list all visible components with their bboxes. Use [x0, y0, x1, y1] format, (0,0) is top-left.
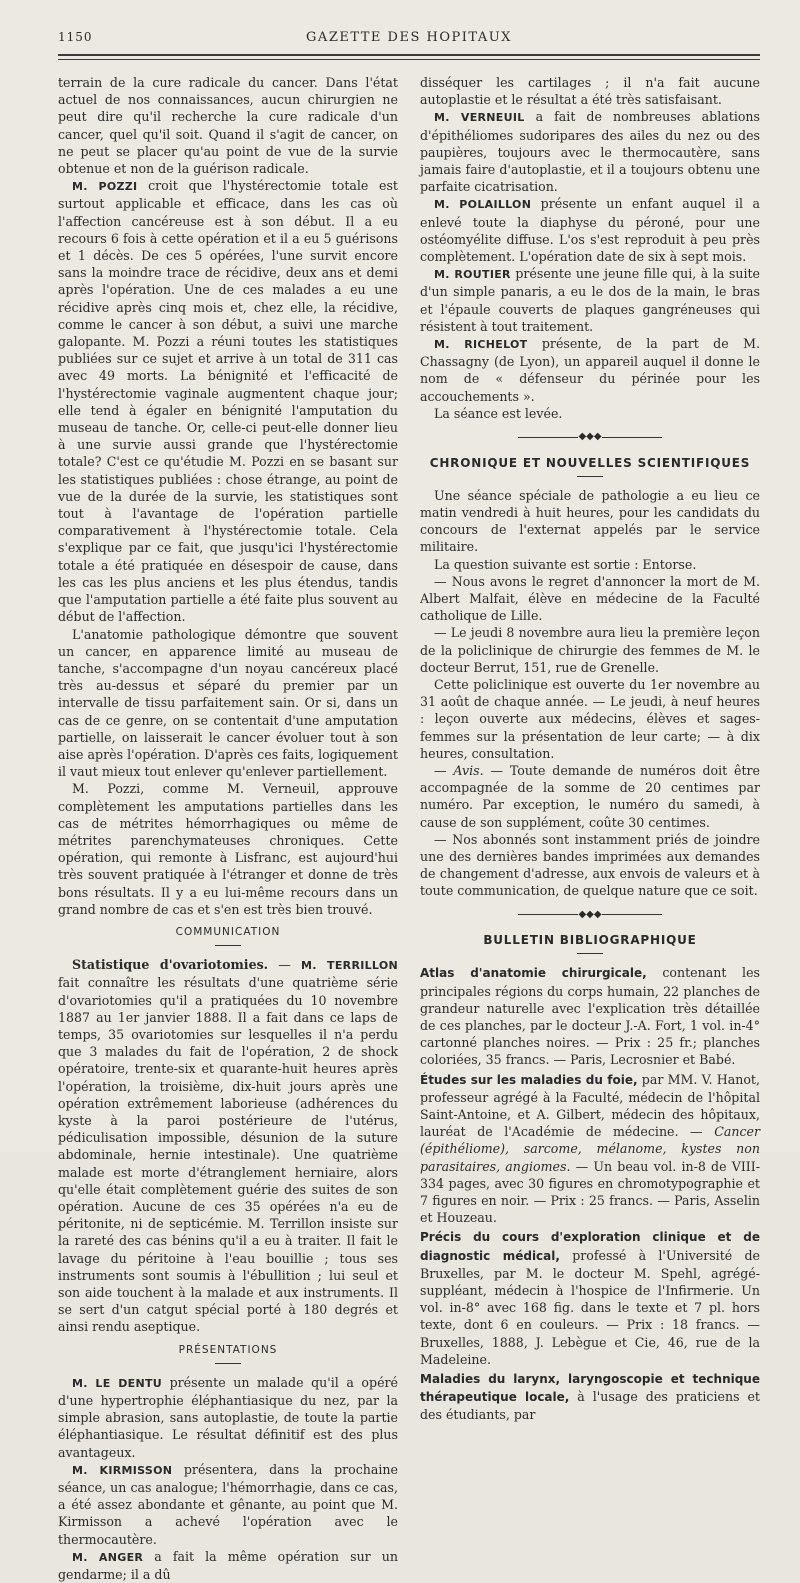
- entry-title: Maladies du larynx, laryngoscopie et technique thérapeutique locale,: [420, 1372, 760, 1405]
- paragraph-text: présente une jeune fille qui, à la suite d'un simple panaris, a eu le dos de la main, le bras et l'épaule couverts de plaques gangréneuses qui résistent à tout traitement.: [420, 266, 760, 334]
- paragraph: [58, 1548, 398, 1583]
- section-title-communication: COMMUNICATION: [175, 925, 281, 938]
- right-column: [420, 74, 760, 1583]
- entry-title: Précis du cours d'exploration clinique et de diagnostic médical,: [420, 1230, 760, 1263]
- paragraph: [58, 1374, 398, 1461]
- paragraph-text: a fait de nombreuses ablations d'épithéliomes sudoripares des ailes du nez ou des paupières, toujours avec le thermocautère, sans jamais faire d'autoplastie, et il a toujours obtenu une parfaite cicatrisation.: [420, 109, 760, 195]
- section-title-bulletin: BULLETIN BIBLIOGRAPHIQUE: [483, 933, 697, 948]
- speaker-name: M. RICHELOT: [434, 338, 528, 352]
- columns: [58, 74, 760, 1583]
- bibliography-entry: [420, 964, 760, 1068]
- ornament-line: [518, 437, 578, 438]
- speaker-name: M. KIRMISSON: [72, 1463, 173, 1477]
- paragraph-lead: — Avis.: [434, 763, 484, 779]
- divider: [577, 953, 603, 954]
- ornament-line: [602, 437, 662, 438]
- paragraph: [420, 762, 760, 831]
- paragraph: Cette policlinique est ouverte du 1er novembre au 31 août de chaque année. — Le jeudi, à neuf heures : leçon ouverte aux médecins, élèves et sages-femmes sur la présentation de leur carte; — à dix heures, consultation.: [420, 677, 760, 761]
- header-rule: [58, 54, 760, 60]
- bibliography-entry: [420, 1370, 760, 1424]
- speaker-name: M. POZZI: [72, 180, 138, 194]
- ornament-line: [602, 914, 662, 915]
- entry-italic: Cancer (épithéliome), sarcome, mélanome, kystes non parasitaires, angiomes.: [420, 1124, 760, 1174]
- journal-title: GAZETTE DES HOPITAUX: [306, 30, 512, 45]
- speaker-name: M. ROUTIER: [434, 268, 511, 282]
- paragraph: — Le jeudi 8 novembre aura lieu la première leçon de la policlinique de chirurgie des femmes de M. le docteur Berrut, 151, rue de Grenelle.: [420, 625, 760, 675]
- speaker-name: M. TERRILLON: [301, 959, 398, 973]
- paragraph: [420, 265, 760, 335]
- paragraph: [58, 956, 398, 1335]
- paragraph-lead: Statistique d'ovariotomies.: [72, 957, 269, 973]
- paragraph: [58, 1461, 398, 1548]
- section-title-presentations: PRÉSENTATIONS: [178, 1343, 278, 1356]
- page-header: [58, 26, 760, 48]
- paragraph: — Nous avons le regret d'annoncer la mort de M. Albert Malfait, élève en médecine de la Faculté catholique de Lille.: [420, 573, 760, 624]
- entry-title: Atlas d'anatomie chirurgicale,: [420, 966, 647, 981]
- paragraph: Une séance spéciale de pathologie a eu lieu ce matin vendredi à huit heures, pour les candidats du concours de l'externat appelés par le service militaire.: [420, 487, 760, 555]
- paragraph: [420, 108, 760, 195]
- bibliography-entry: [420, 1228, 760, 1368]
- ornament-divider: [420, 910, 760, 921]
- ornament-diamond-icon: ◆◆◆: [578, 431, 602, 443]
- paragraph-text: présentera, dans la prochaine séance, un cas analogue; l'hémorrhagie, dans ce cas, a été assez abondante et gênante, au point que M. Kirmisson a achevé l'opération avec le thermocautère.: [58, 1461, 398, 1547]
- paragraph: M. Pozzi, comme M. Verneuil, approuve complètement les amputations partielles dans les cas de métrites hémorrhagiques ou même de métrites parenchymateuses chroniques. Cette opération, qui remonte à Lisfranc, est aujourd'hui très souvent pratiquée à l'étranger et donne de très bons résultats. Il y a eu lui-même recours dans un grand nombre de cas et s'en est très bien trouvé.: [58, 781, 398, 917]
- speaker-name: M. POLAILLON: [434, 198, 532, 212]
- divider: [577, 476, 603, 477]
- paragraph: [58, 177, 398, 625]
- paragraph: — Nos abonnés sont instamment priés de joindre une des dernières bandes imprimées aux demandes de changement d'adresse, aux envois de valeurs et à toute communication, de quelque nature que ce soit.: [420, 831, 760, 899]
- left-column: [58, 74, 398, 1583]
- ornament-diamond-icon: ◆◆◆: [578, 908, 602, 920]
- paragraph: [420, 335, 760, 405]
- ornament-line: [518, 914, 578, 915]
- divider: [215, 1363, 241, 1364]
- entry-text: contenant les principales régions du corps humain, 22 planches de grandeur naturelle avec l'explication très détaillée de ces planches, par le docteur J.-A. Fort, 1 vol. in-4° cartonné planches noires. — Prix : 25 fr.; planches coloriées, 35 francs. — Paris, Lecrosnier et Babé.: [420, 965, 760, 1068]
- paragraph-text: croit que l'hystérectomie totale est surtout applicable et efficace, dans les cas où l'affection cancéreuse est à son début. Il a eu recours 6 fois à cette opération et il a eu 5 guérisons et 1 décès. De ces 5 opérées, l'une survit encore sans la moindre trace de récidive, deux ans et demi après l'opération. Une de ces malades a eu une récidive après cinq mois et, chez elle, la récidive, comme le cancer à son début, a suivi une marche galopante. M. Pozzi a réuni toutes les statistiques publiées sur ce sujet et arrive à un total de 311 cas avec 49 morts. La bénignité et l'efficacité de l'hystérectomie vaginale augmentent chaque jour; elle tend à égaler en bénignité l'amputation du museau de tanche. Or, celle-ci peut-elle donner lieu à une survie aussi grande que l'hystérectomie totale? C'est ce qu'étudie M. Pozzi en se basant sur les statistiques publiées : chose étrange, au point de vue de la durée de la survie, les statistiques sont tout à l'avantage de l'opération partielle comparativement à l'hystérectomie totale. Cela s'explique par ce fait, que jusqu'ici l'hystérectomie totale a été pratiquée en désespoir de cause, dans les cas les plus anciens et les plus étendus, tandis que l'amputation partielle a été faite plus souvent au début de l'affection.: [58, 178, 398, 625]
- divider: [215, 945, 241, 946]
- ornament-divider: [420, 432, 760, 443]
- paragraph: [420, 195, 760, 265]
- paragraph-text: présente un malade qu'il a opéré d'une hypertrophie éléphantiasique du nez, par la simple abrasion, sans autoplastie, de toute la partie éléphantiasique. Le résultat définitif est des plus avantageux.: [58, 1374, 398, 1460]
- entry-text: professé à l'Université de Bruxelles, par M. le docteur M. Spehl, agrégé-suppléant, médecin à l'hospice de l'Infirmerie. Un vol. in-8° avec 168 fig. dans le texte et 7 pl. hors texte, dont 6 en couleurs. — Prix : 18 francs. — Bruxelles, 1888, J. Lebègue et Cie, 46, rue de la Madeleine.: [420, 1247, 760, 1367]
- paragraph-text: présente, de la part de M. Chassagny (de Lyon), un appareil auquel il donne le nom de « défenseur du périnée pour les accouchements ».: [420, 336, 760, 404]
- speaker-name: M. ANGER: [72, 1550, 144, 1564]
- paragraph-text: présente un enfant auquel il a enlevé toute la diaphyse du péroné, pour une ostéomyélite diffuse. L'os s'est reproduit à peu près complètement. L'opération date de six à sept mois.: [420, 196, 760, 265]
- section-title-chronique: CHRONIQUE ET NOUVELLES SCIENTIFIQUES: [429, 455, 751, 470]
- paragraph: L'anatomie pathologique démontre que souvent un cancer, en apparence limité au museau de tanche, s'accompagne d'un noyau cancéreux placé très au-dessus et séparé du premier par un intervalle de tissu parfaitement sain. Or si, dans un cas de ce genre, on se contentait d'une amputation partielle, on laisserait le cancer évoluer tout à son aise après l'opération. D'après ces faits, logiquement il vaut mieux tout enlever qu'enlever partiellement.: [58, 626, 398, 780]
- paragraph-text: a fait la même opération sur un gendarme; il a dû: [58, 1548, 399, 1583]
- entry-title: Études sur les maladies du foie,: [420, 1072, 638, 1087]
- entry-text: par MM. V. Hanot, professeur agrégé à la Faculté, médecin de l'hôpital Saint-Antoine, et A. Gilbert, médecin des hôpitaux, lauréat de l'Académie de médecine. —: [420, 1071, 760, 1140]
- bibliography-entry: [420, 1071, 760, 1227]
- page-number: 1150: [58, 30, 93, 44]
- paragraph: La séance est levée.: [434, 405, 563, 421]
- speaker-name: M. VERNEUIL: [434, 111, 525, 125]
- paragraph-text: fait connaître les résultats d'une quatrième série d'ovariotomies qu'il a pratiquées du 10 novembre 1887 au 1er janvier 1888. Il a fait dans ce laps de temps, 35 ovariotomies sur lesquelles il n'a perdu que 3 malades du fait de l'opération, 2 de shock opératoire, trente-six et quarante-huit heures après l'opération, la troisième, dix-huit jours après une opération extrêmement laborieuse (adhérences du kyste à la paroi postérieure de l'utérus, pédiculisation impossible, désunion de la suture abdominale, hernie intestinale). Une quatrième malade est morte d'étranglement herniaire, alors qu'elle était complètement guérie des suites de son opération. Aucune de ces 35 opérées n'a eu de péritonite, ni de septicémie. M. Terrillon insiste sur la rareté des cas bénins qu'il a eu à traiter. Il fait le lavage du péritoine à l'eau bouillie ; tous ses instruments sont soumis à l'ébullition ; lui seul et son aide touchent à la malade et aux instruments. Il se sert d'un catgut spécial porté à 180 degrés et ainsi rendu aseptique.: [58, 975, 398, 1335]
- paragraph: disséquer les cartilages ; il n'a fait aucune autoplastie et le résultat a été très satisfaisant.: [420, 75, 760, 108]
- paragraph: terrain de la cure radicale du cancer. Dans l'état actuel de nos connaissances, aucun chirurgien ne peut dire qu'il recherche la cure radicale d'un cancer, quel qu'il soit. Quand il s'agit de cancer, on ne peut se placer qu'au point de vue de la survie obtenue et non de la guérison radicale.: [58, 75, 398, 177]
- paragraph-text: — Toute demande de numéros doit être accompagnée de la somme de 20 centimes par numéro. Par exception, le numéro du samedi, à cause de son supplément, coûte 30 centimes.: [420, 763, 760, 830]
- speaker-name: M. LE DENTU: [72, 1376, 163, 1390]
- entry-text: à l'usage des praticiens et des étudiants, par: [420, 1389, 760, 1423]
- paragraph: La question suivante est sortie : Entorse.: [434, 556, 697, 572]
- entry-text: — Un beau vol. in-8 de VIII-334 pages, avec 30 figures en chromotypographie et 7 figures en noir. — Prix : 25 francs. — Paris, Asselin et Houzeau.: [420, 1158, 760, 1226]
- dash: —: [268, 957, 302, 973]
